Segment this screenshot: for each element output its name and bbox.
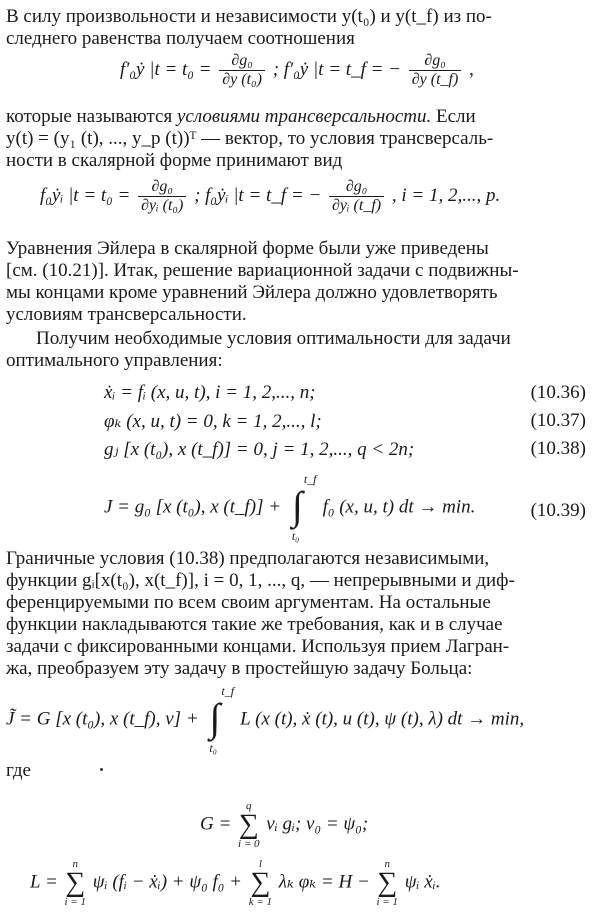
l-def-c: λₖ φₖ = H − (278, 871, 370, 893)
bolza-right: L (x (t), ẋ (t), u (t), ψ (t), λ) dt → min, (240, 708, 525, 730)
para3-line4: условиям трансверсальности. (6, 304, 247, 325)
para2-text-a: которые называются (6, 106, 177, 127)
equation-number-10-38: (10.38) (530, 438, 586, 459)
g-def-right: νᵢ gᵢ; ν₀ = ψ₀; (266, 813, 369, 835)
para4-line2: оптимального управления: (6, 350, 223, 371)
l-definition-equation (30, 858, 441, 908)
equation-10-37: φₖ (x, u, t) = 0, k = 1, 2,..., l; (104, 411, 322, 432)
para2-line1 (6, 106, 594, 128)
para5-line2: функции gᵢ[x(t₀), x(t_f)], i = 0, 1, ..., q, — непрерывными и диф- (6, 570, 515, 591)
eq-10-39-right: f₀ (x, u, t) dt → min. (322, 496, 476, 518)
para1-line2: следнего равенства получаем соотношения (6, 28, 355, 49)
eq-b-frac1 (138, 178, 186, 215)
transversality-equation-vector (120, 52, 474, 89)
l-sum3-glyph: ∑ (377, 867, 398, 898)
eq-10-39-left: J = g₀ [x (t₀), x (t_f)] + (104, 496, 282, 518)
equation-10-39 (104, 472, 476, 543)
integral-symbol-glyph: ∫ (291, 483, 303, 528)
l-sum3-sign (377, 858, 398, 908)
g-sum-sign (238, 800, 259, 850)
where-word: где (6, 760, 31, 781)
bolza-problem-equation (6, 684, 525, 755)
para3-line1: Уравнения Эйлера в скалярной форме были уже приведены (6, 238, 489, 259)
print-speck (100, 768, 103, 771)
l-sum2-sign (249, 858, 272, 908)
equation-10-36: ẋᵢ = fᵢ (x, u, t), i = 1, 2,..., n; (104, 382, 316, 403)
eq-a-frac1-num: ∂g₀ (219, 52, 265, 71)
transversality-equation-scalar (40, 178, 500, 215)
para2-line3: ности в скалярной форме принимают вид (6, 150, 343, 171)
g-sum-upper: q (246, 800, 252, 812)
equation-number-10-36: (10.36) (530, 382, 586, 403)
l-sum3-upper: n (384, 858, 390, 870)
bolza-integral-glyph: ∫ (209, 695, 221, 740)
eq-b-frac2 (329, 178, 384, 215)
g-sum-glyph: ∑ (238, 809, 259, 840)
l-sum1-lower: i = 1 (64, 896, 87, 908)
g-sum-lower: i = 0 (238, 838, 260, 850)
para2-text-b: Если (431, 106, 476, 127)
bolza-integral-lower: t₀ (209, 741, 217, 755)
equation-number-10-37: (10.37) (530, 410, 586, 431)
eq-a-frac2 (409, 52, 462, 89)
g-definition-equation (200, 800, 368, 850)
l-sum2-lower: k = 1 (248, 896, 273, 908)
para5-line3: ференцируемыми по всем своим аргументам. На остальные (6, 592, 491, 613)
integral-sign (290, 472, 317, 543)
eq-b-frac1-den: ∂yᵢ (t₀) (141, 197, 184, 214)
para5-line1: Граничные условия (10.38) предполагаются независимыми, (6, 548, 490, 569)
integral-upper-limit: t_f (303, 472, 317, 486)
eq-a-frac1-den: ∂y (t₀) (222, 71, 262, 88)
l-sum2-upper: l (258, 858, 262, 870)
para3-line3: мы концами кроме уравнений Эйлера должно удовлетворять (6, 282, 498, 303)
bolza-left: J̃ = G [x (t₀), x (t_f), ν] + (6, 708, 199, 730)
eq-b-mid: ; f₀ẏᵢ |t = t_f = − (194, 184, 322, 206)
eq-b-frac1-num: ∂g₀ (138, 178, 186, 197)
l-sum1-glyph: ∑ (65, 867, 86, 898)
l-sum3-lower: i = 1 (376, 896, 398, 908)
l-def-b: ψᵢ (fᵢ − ẋᵢ) + ψ₀ f₀ + (92, 871, 242, 893)
eq-b-end: , i = 1, 2,..., p. (391, 184, 501, 206)
l-sum1-sign (65, 858, 86, 908)
para5-line4: функции накладываются такие же требования, как и в случае (6, 614, 503, 635)
para4-line1: Получим необходимые условия оптимальности для задачи (36, 328, 511, 349)
eq-a-mid: ; f′₀ẏ |t = t_f = − (272, 58, 402, 80)
bolza-integral-upper: t_f (221, 684, 235, 698)
para2-emphasis: условиями трансверсальности. (176, 106, 432, 127)
eq-a-frac1 (219, 52, 265, 89)
para5-line5: задачи с фиксированными концами. Используя прием Лагран- (6, 636, 510, 657)
eq-b-frac2-num: ∂g₀ (329, 178, 384, 197)
para5-line6: жа, преобразуем эту задачу в простейшую задачу Больца: (6, 658, 473, 679)
para3-line2: [см. (10.21)]. Итак, решение вариационной задачи с подвижны- (6, 260, 519, 281)
l-def-a: L = (30, 871, 58, 893)
l-def-d: ψᵢ ẋᵢ. (404, 871, 441, 893)
eq-a-frac2-den: ∂y (t_f) (411, 71, 459, 88)
equation-10-38: gⱼ [x (t₀), x (t_f)] = 0, j = 1, 2,..., q < 2n; (104, 439, 415, 460)
eq-a-end: , (469, 58, 474, 80)
bolza-integral-sign (207, 684, 235, 755)
para2-line2: y(t) = (y₁ (t), ..., y_p (t))ᵀ — вектор, то условия трансверсаль- (6, 128, 494, 149)
para1-line1: В силу произвольности и независимости y(t₀) и y(t_f) из по- (6, 6, 492, 27)
integral-lower-limit: t₀ (291, 529, 300, 543)
eq-b-frac2-den: ∂yᵢ (t_f) (332, 197, 382, 214)
equation-number-10-39: (10.39) (530, 500, 586, 521)
g-def-left: G = (200, 813, 232, 835)
l-sum2-glyph: ∑ (250, 867, 271, 898)
eq-a-left: f′₀ẏ |t = t₀ = (120, 58, 212, 80)
eq-a-frac2-num: ∂g₀ (409, 52, 462, 71)
eq-b-left: f₀ẏᵢ |t = t₀ = (40, 184, 131, 206)
l-sum1-upper: n (72, 858, 79, 870)
